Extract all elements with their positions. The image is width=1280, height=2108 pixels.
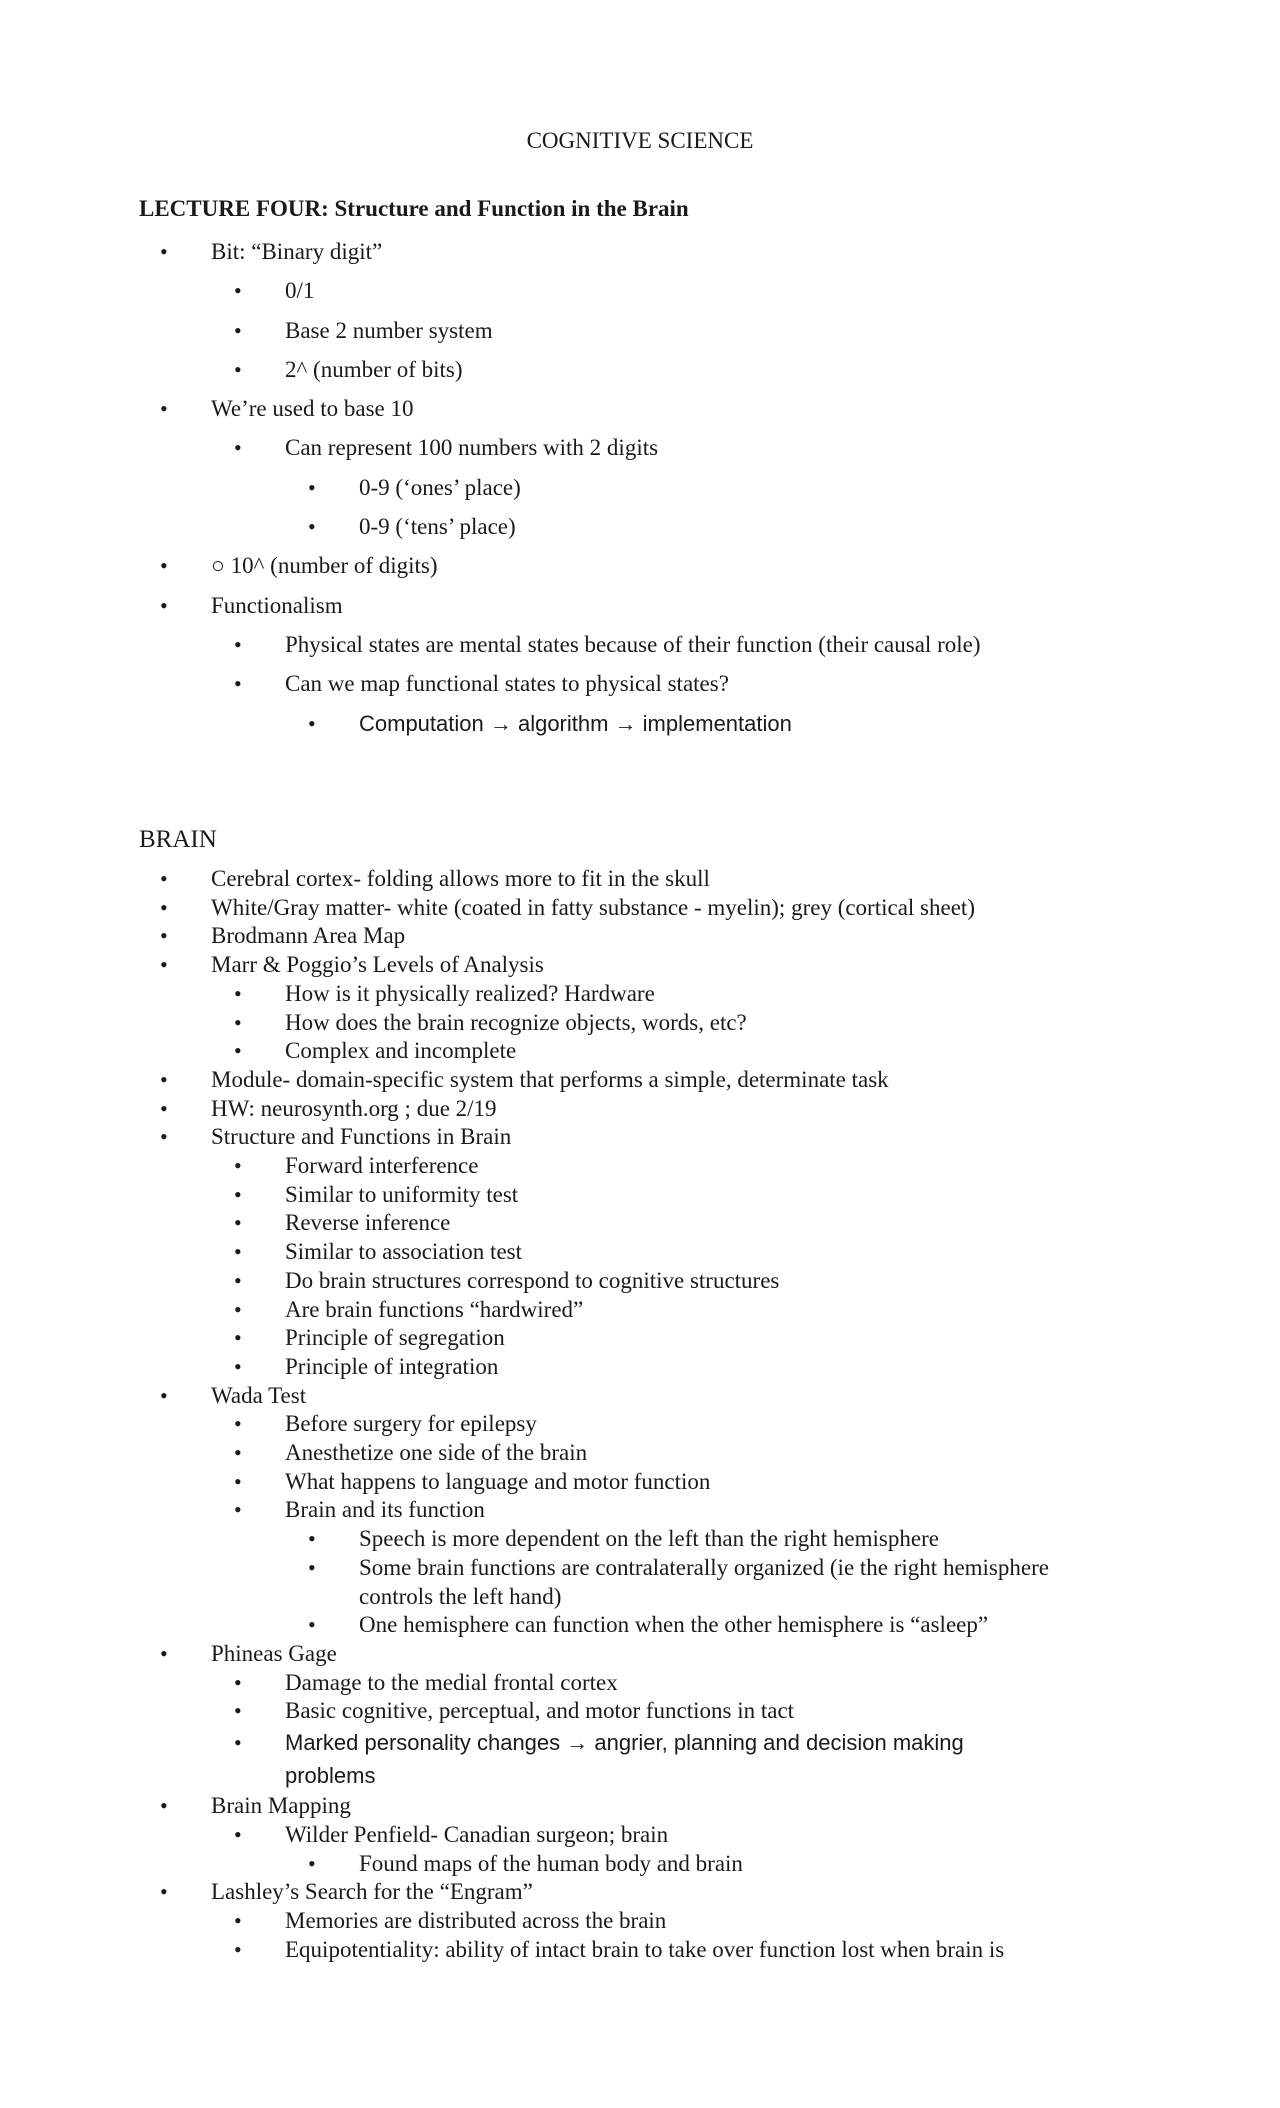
list-item-text: Some brain functions are contralaterally organized (ie the right hemisphere controls the left hand) bbox=[359, 1554, 1049, 1609]
list-item bbox=[0, 1439, 1280, 1468]
list-item bbox=[0, 1353, 1280, 1382]
list-item bbox=[0, 1640, 1280, 1669]
list-item-text: Wada Test bbox=[211, 1382, 307, 1408]
list-item bbox=[0, 894, 1280, 923]
list-item bbox=[0, 1850, 1280, 1879]
list-item-text: 0-9 (‘ones’ place) bbox=[359, 474, 521, 500]
bullet-icon: • bbox=[234, 1821, 242, 1847]
list-item bbox=[0, 980, 1280, 1009]
list-item bbox=[0, 1697, 1280, 1726]
list-item bbox=[0, 1821, 1280, 1850]
bullet-icon: • bbox=[234, 1440, 242, 1466]
list-item-text: Speech is more dependent on the left than the right hemisphere bbox=[359, 1526, 939, 1552]
bullet-icon: • bbox=[234, 631, 242, 657]
list-item-text: Can we map functional states to physical states? bbox=[285, 671, 729, 697]
list-item bbox=[0, 389, 1280, 428]
list-item bbox=[0, 1611, 1280, 1640]
list-item bbox=[0, 586, 1280, 625]
bullet-icon: • bbox=[308, 1526, 316, 1552]
list-item bbox=[0, 664, 1280, 703]
list-item-text: How does the brain recognize objects, words, etc? bbox=[285, 1009, 747, 1035]
list-item bbox=[0, 271, 1280, 310]
list-item bbox=[0, 1382, 1280, 1411]
bullet-icon: • bbox=[234, 356, 242, 382]
list-item bbox=[0, 1181, 1280, 1210]
list-item-text: Similar to association test bbox=[285, 1239, 522, 1265]
bullet-icon: • bbox=[234, 1038, 242, 1064]
bullet-icon: • bbox=[308, 474, 316, 500]
bullet-icon: • bbox=[234, 1698, 242, 1724]
list-item bbox=[0, 704, 1280, 743]
bullet-icon: • bbox=[160, 952, 168, 978]
list-item bbox=[0, 922, 1280, 951]
list-item bbox=[0, 1410, 1280, 1439]
bullet-icon: • bbox=[160, 553, 168, 579]
bullet-icon: • bbox=[234, 278, 242, 304]
bullet-icon: • bbox=[160, 1382, 168, 1408]
list-item-text: Before surgery for epilepsy bbox=[285, 1411, 537, 1437]
bullet-icon: • bbox=[234, 1353, 242, 1379]
list-item-text: Wilder Penfield- Canadian surgeon; brain bbox=[285, 1821, 669, 1847]
list-item bbox=[0, 1907, 1280, 1936]
bullet-icon: • bbox=[160, 1879, 168, 1905]
bullet-icon: • bbox=[160, 923, 168, 949]
list-item-text: Memories are distributed across the brain bbox=[285, 1907, 667, 1933]
list-item-text: Module- domain-specific system that performs a simple, determinate task bbox=[211, 1066, 889, 1092]
list-item-text: Can represent 100 numbers with 2 digits bbox=[285, 435, 659, 461]
brain-bullet-list bbox=[0, 865, 1280, 1964]
list-item-text: Structure and Functions in Brain bbox=[211, 1124, 512, 1150]
bullet-icon: • bbox=[234, 1267, 242, 1293]
list-item bbox=[0, 1095, 1280, 1124]
list-item-text: ○ 10^ (number of digits) bbox=[211, 553, 438, 579]
bullet-icon: • bbox=[160, 1640, 168, 1666]
list-item bbox=[0, 1066, 1280, 1095]
list-item bbox=[0, 1878, 1280, 1907]
list-item bbox=[0, 1936, 1280, 1965]
list-item-text: 0/1 bbox=[285, 278, 315, 304]
bullet-icon: • bbox=[234, 1296, 242, 1322]
bullet-icon: • bbox=[308, 1554, 316, 1580]
bullet-icon: • bbox=[234, 1181, 242, 1207]
list-item-text: Phineas Gage bbox=[211, 1640, 337, 1666]
bullet-icon: • bbox=[234, 1468, 242, 1494]
list-item-text: Principle of integration bbox=[285, 1353, 499, 1379]
bullet-icon: • bbox=[234, 1153, 242, 1179]
list-item bbox=[0, 1324, 1280, 1353]
list-item bbox=[0, 507, 1280, 546]
list-item-text: White/Gray matter- white (coated in fatty substance - myelin); grey (cortical sheet) bbox=[211, 894, 975, 920]
brain-heading: BRAIN bbox=[139, 826, 217, 853]
bullet-icon: • bbox=[234, 1210, 242, 1236]
list-item-text: What happens to language and motor function bbox=[285, 1468, 711, 1494]
list-item-text: Brodmann Area Map bbox=[211, 923, 406, 949]
bullet-icon: • bbox=[308, 514, 316, 540]
bullet-icon: • bbox=[234, 1325, 242, 1351]
list-item-text: Marked personality changes → angrier, planning and decision making problems bbox=[285, 1730, 964, 1789]
bullet-icon: • bbox=[234, 317, 242, 343]
list-item bbox=[0, 1525, 1280, 1554]
list-item-text: Functionalism bbox=[211, 592, 343, 618]
list-item bbox=[0, 1123, 1280, 1152]
list-item bbox=[0, 1468, 1280, 1497]
bullet-icon: • bbox=[160, 396, 168, 422]
list-item-text: Base 2 number system bbox=[285, 317, 493, 343]
bullet-icon: • bbox=[234, 435, 242, 461]
bullet-icon: • bbox=[308, 1612, 316, 1638]
list-item-text: Complex and incomplete bbox=[285, 1038, 517, 1064]
bullet-icon: • bbox=[160, 592, 168, 618]
list-item-text: Lashley’s Search for the “Engram” bbox=[211, 1879, 533, 1905]
list-item-text: Do brain structures correspond to cognitive structures bbox=[285, 1267, 780, 1293]
list-item-text: Are brain functions “hardwired” bbox=[285, 1296, 584, 1322]
list-item bbox=[0, 1267, 1280, 1296]
list-item-text: 2^ (number of bits) bbox=[285, 356, 463, 382]
document-title: COGNITIVE SCIENCE bbox=[526, 128, 754, 153]
bullet-icon: • bbox=[234, 980, 242, 1006]
list-item-text: Marr & Poggio’s Levels of Analysis bbox=[211, 952, 544, 978]
bullet-icon: • bbox=[308, 1850, 316, 1876]
list-item-text: Found maps of the human body and brain bbox=[359, 1850, 743, 1876]
bullet-icon: • bbox=[234, 1730, 242, 1756]
list-item bbox=[0, 1037, 1280, 1066]
list-item bbox=[0, 951, 1280, 980]
lecture-bullet-list bbox=[0, 232, 1280, 743]
bullet-icon: • bbox=[234, 1907, 242, 1933]
list-item-text: Reverse inference bbox=[285, 1210, 451, 1236]
bullet-icon: • bbox=[160, 1066, 168, 1092]
list-item-text: Equipotentiality: ability of intact brain to take over function lost when brain is bbox=[285, 1936, 1005, 1962]
list-item-text: Similar to uniformity test bbox=[285, 1181, 519, 1207]
list-item bbox=[0, 311, 1280, 350]
bullet-icon: • bbox=[160, 239, 168, 264]
bullet-icon: • bbox=[234, 1239, 242, 1265]
list-item bbox=[0, 1669, 1280, 1698]
list-item-text: How is it physically realized? Hardware bbox=[285, 980, 655, 1006]
list-item-text: Principle of segregation bbox=[285, 1325, 505, 1351]
bullet-icon: • bbox=[160, 1124, 168, 1150]
list-item bbox=[0, 625, 1280, 664]
list-item-text: Brain and its function bbox=[285, 1497, 485, 1523]
bullet-icon: • bbox=[234, 1497, 242, 1523]
list-item-text: One hemisphere can function when the other hemisphere is “asleep” bbox=[359, 1612, 989, 1638]
list-item bbox=[0, 1009, 1280, 1038]
list-item-text: Physical states are mental states because of their function (their causal role) bbox=[285, 631, 981, 657]
list-item-text: Brain Mapping bbox=[211, 1793, 351, 1819]
list-item-text: Forward interference bbox=[285, 1153, 479, 1179]
list-item bbox=[0, 428, 1280, 467]
list-item bbox=[0, 350, 1280, 389]
list-item bbox=[0, 1726, 1045, 1792]
list-item bbox=[0, 546, 1280, 585]
list-item bbox=[0, 1296, 1280, 1325]
bullet-icon: • bbox=[160, 1793, 168, 1819]
bullet-icon: • bbox=[160, 866, 168, 891]
list-item bbox=[0, 1496, 1280, 1525]
bullet-icon: • bbox=[234, 671, 242, 697]
list-item bbox=[0, 468, 1280, 507]
list-item bbox=[0, 1554, 1119, 1611]
list-item-text: Computation → algorithm → implementation bbox=[359, 710, 792, 736]
bullet-icon: • bbox=[160, 894, 168, 920]
bullet-icon: • bbox=[234, 1009, 242, 1035]
list-item-text: 0-9 (‘tens’ place) bbox=[359, 514, 516, 540]
list-item bbox=[0, 1238, 1280, 1267]
bullet-icon: • bbox=[234, 1669, 242, 1695]
list-item-text: HW: neurosynth.org ; due 2/19 bbox=[211, 1095, 497, 1121]
list-item bbox=[0, 865, 1280, 894]
list-item-text: Basic cognitive, perceptual, and motor functions in tact bbox=[285, 1698, 795, 1724]
list-item-text: Cerebral cortex- folding allows more to fit in the skull bbox=[211, 866, 710, 891]
bullet-icon: • bbox=[308, 710, 316, 736]
list-item bbox=[0, 232, 1280, 271]
list-item bbox=[0, 1152, 1280, 1181]
list-item bbox=[0, 1209, 1280, 1238]
bullet-icon: • bbox=[160, 1095, 168, 1121]
bullet-icon: • bbox=[234, 1411, 242, 1437]
list-item-text: We’re used to base 10 bbox=[211, 396, 414, 422]
bullet-icon: • bbox=[234, 1936, 242, 1962]
list-item-text: Anesthetize one side of the brain bbox=[285, 1440, 588, 1466]
lecture-heading: LECTURE FOUR: Structure and Function in the Brain bbox=[139, 196, 689, 221]
list-item-text: Damage to the medial frontal cortex bbox=[285, 1669, 618, 1695]
list-item bbox=[0, 1792, 1280, 1821]
list-item-text: Bit: “Binary digit” bbox=[211, 239, 383, 264]
